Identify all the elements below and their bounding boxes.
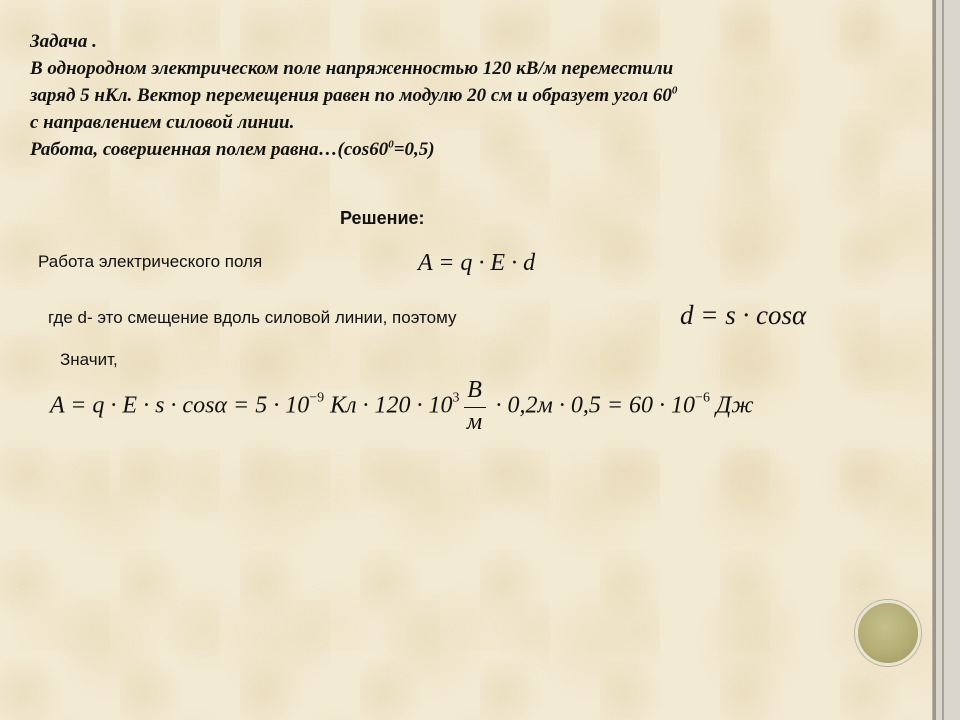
- final-formula-part2: Кл · 120 · 10: [324, 392, 453, 419]
- exponent-2: 3: [452, 390, 460, 406]
- work-label: Работа электрического поля: [38, 252, 263, 271]
- fraction-bar: [464, 407, 486, 408]
- problem-title: Задача .: [30, 31, 97, 52]
- displacement-formula: d = s · cosα: [680, 300, 807, 330]
- final-formula-part4: Дж: [709, 392, 754, 419]
- problem-line-4-end: =0,5): [393, 139, 435, 160]
- solution-heading: Решение:: [340, 208, 425, 228]
- where-text: где d- это смещение вдоль силовой линии, поэтому: [48, 308, 457, 327]
- problem-line-1: В однородном электрическом поле напряженностью 120 кВ/м переместили: [30, 58, 674, 79]
- exponent-3: −6: [695, 390, 710, 406]
- work-formula: A = q · E · d: [418, 250, 536, 276]
- fraction-numerator: В: [467, 377, 482, 403]
- problem-line-4: [30, 136, 930, 163]
- unit-fraction: [462, 377, 488, 437]
- slide-border-strip: [933, 0, 960, 720]
- exponent-1: −9: [309, 390, 325, 406]
- final-formula: [50, 377, 754, 437]
- fraction-denominator: м: [466, 409, 483, 435]
- final-formula-part3: · 0,2м · 0,5 = 60 · 10: [489, 392, 696, 419]
- degree-superscript: 0: [388, 138, 394, 151]
- degree-superscript: 0: [671, 84, 678, 97]
- problem-line-3: с направлением силовой линии.: [30, 112, 295, 133]
- therefore-text: Значит,: [60, 350, 118, 369]
- problem-line-2: [30, 82, 930, 109]
- problem-statement: [30, 28, 930, 163]
- problem-line-2-text: заряд 5 нКл. Вектор перемещения равен по модулю 20 см и образует угол 60: [30, 85, 672, 106]
- problem-line-4-text: Работа, совершенная полем равна…(cos60: [30, 139, 389, 160]
- final-formula-part1: A = q · E · s · cosα = 5 · 10: [50, 392, 310, 419]
- decorative-circle-icon: [855, 600, 921, 666]
